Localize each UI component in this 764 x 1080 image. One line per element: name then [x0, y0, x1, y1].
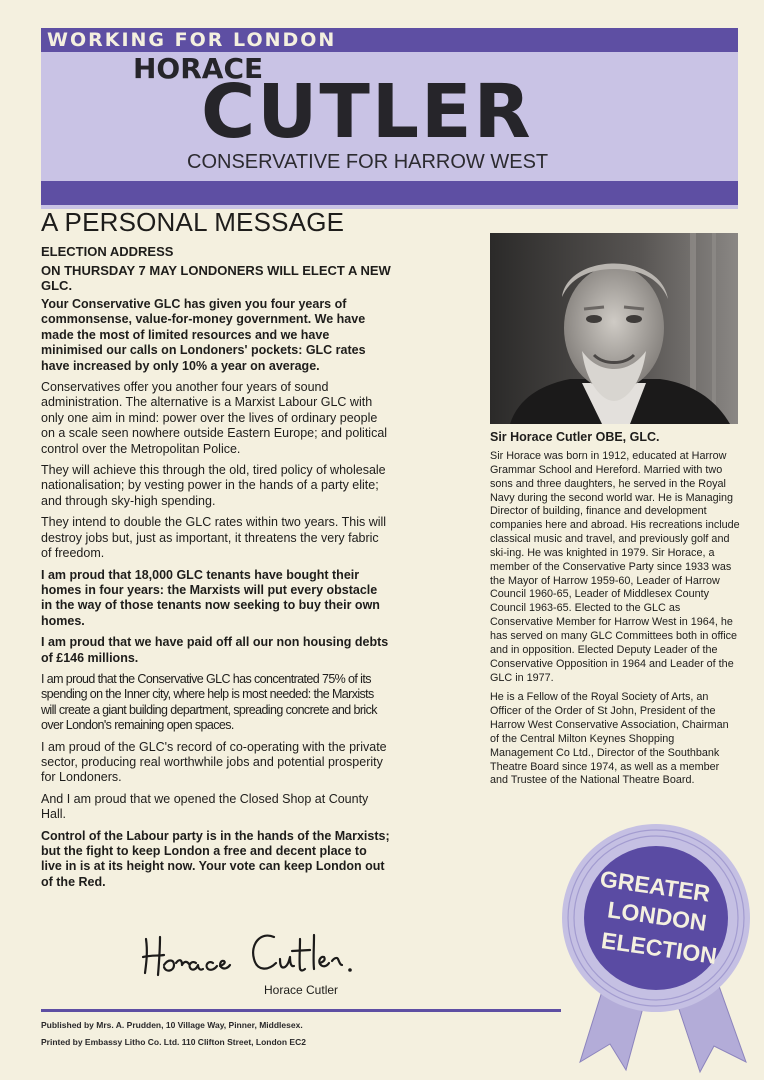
message-paragraph: Your Conservative GLC has given you four years of commonsense, value-for-money government. We have made the most of limited resources and we have minimised our calls on Londoners' pockets: GLC rates have increased by only 10% a year on average.	[41, 297, 366, 373]
election-rosette	[550, 822, 764, 1080]
message-paragraph: And I am proud that we opened the Closed Shop at County Hall.	[41, 791, 369, 822]
banner-top-stripe	[41, 28, 738, 52]
signatory-name: Horace Cutler	[264, 983, 339, 997]
bio-paragraph: He is a Fellow of the Royal Society of Arts, an Officer of the Order of St John, President of the Harrow West Conservative Association, Chairman of the Central Milton Keynes Shopping Management Co Ltd., Director of the Southbank Theatre Board since 1974, as well as a member and Trustee of the National Theatre Board.	[490, 691, 729, 787]
header-banner	[41, 28, 738, 204]
imprint-printed-by: Printed by Embassy Litho Co. Ltd. 110 Clifton Street, London EC2	[41, 1037, 306, 1047]
photo-caption: Sir Horace Cutler OBE, GLC.	[490, 430, 660, 444]
message-paragraph: I am proud of the GLC's record of co-operating with the private sector, producing real worthwhile jobs and potential prosperity for Londoners.	[41, 739, 387, 785]
signature-image	[140, 925, 380, 985]
message-paragraph: I am proud that 18,000 GLC tenants have bought their homes in four years: the Marxists will put every obstacle in the way of those tenants now seeking to buy their own homes.	[41, 567, 380, 628]
footer-rule	[41, 1009, 561, 1012]
message-intro: ON THURSDAY 7 MAY LONDONERS WILL ELECT A NEW GLC.	[41, 263, 391, 293]
message-headline: A PERSONAL MESSAGE	[41, 207, 345, 237]
message-paragraph: I am proud that the Conservative GLC has concentrated 75% of its spending on the Inner city, where help is most needed: the Marxists will create a giant building department, spreading concrete and brick over London's remaining open spaces.	[41, 671, 377, 733]
rosette-line-3: ELECTION	[599, 927, 719, 970]
rosette-line-2: LONDON	[605, 896, 709, 936]
bio-paragraph: Sir Horace was born in 1912, educated at Harrow Grammar School and Hereford. Married with two sons and three daughters, he served in the Royal Navy during the second world war. He is Managing Director of building, finance and development companies here and abroad. His recreations include classical music and travel, and previously golf and ski-ing. He was knighted in 1979. Sir Horace, a member of the Conservative Party since 1933 was the Mayor of Harrow 1959-60, Leader of Harrow Council 1960-65, Leader of Middlesex County Council 1963-65. Elected to the GLC as Conservative Member for Harrow West in 1964, he has served on many GLC Committees both in office and in opposition. Elected Deputy Leader of the Conservative Opposition in 1964 and Leader of the GLC in 1977.	[490, 450, 740, 684]
rosette-line-1: GREATER	[598, 865, 712, 907]
banner-tagline: WORKING FOR LONDON	[47, 29, 337, 51]
candidate-surname: CUTLER	[201, 69, 533, 155]
biography	[490, 430, 740, 794]
message-paragraph: Control of the Labour party is in the hands of the Marxists; but the fight to keep London a free and decent place to live in is at its height now. Your vote can keep London out of the Red.	[41, 828, 390, 889]
message-subhead: ELECTION ADDRESS	[41, 244, 174, 259]
imprint-published-by: Published by Mrs. A. Prudden, 10 Village Way, Pinner, Middlesex.	[41, 1020, 303, 1030]
message-paragraph: Conservatives offer you another four years of sound administration. The alternative is a Marxist Labour GLC with only one aim in mind: power over the lives of ordinary people on a scale seen nowhere outside Eastern Europe; and political control over the Metropolitan Police.	[41, 380, 388, 456]
personal-message	[41, 207, 391, 896]
message-paragraph: They will achieve this through the old, tired policy of wholesale nationalisation; by vesting power in the hands of a party elite; and through sky-high spending.	[41, 463, 386, 508]
banner-bottom-stripe	[41, 181, 738, 205]
message-paragraph: I am proud that we have paid off all our non housing debts of £146 millions.	[41, 635, 389, 665]
candidate-first-name: HORACE	[133, 52, 264, 85]
candidate-party: CONSERVATIVE FOR HARROW WEST	[187, 151, 549, 173]
message-paragraph: They intend to double the GLC rates within two years. This will destroy jobs but, just as important, it threatens the very fabric of freedom.	[41, 515, 387, 561]
candidate-photo	[490, 233, 738, 424]
